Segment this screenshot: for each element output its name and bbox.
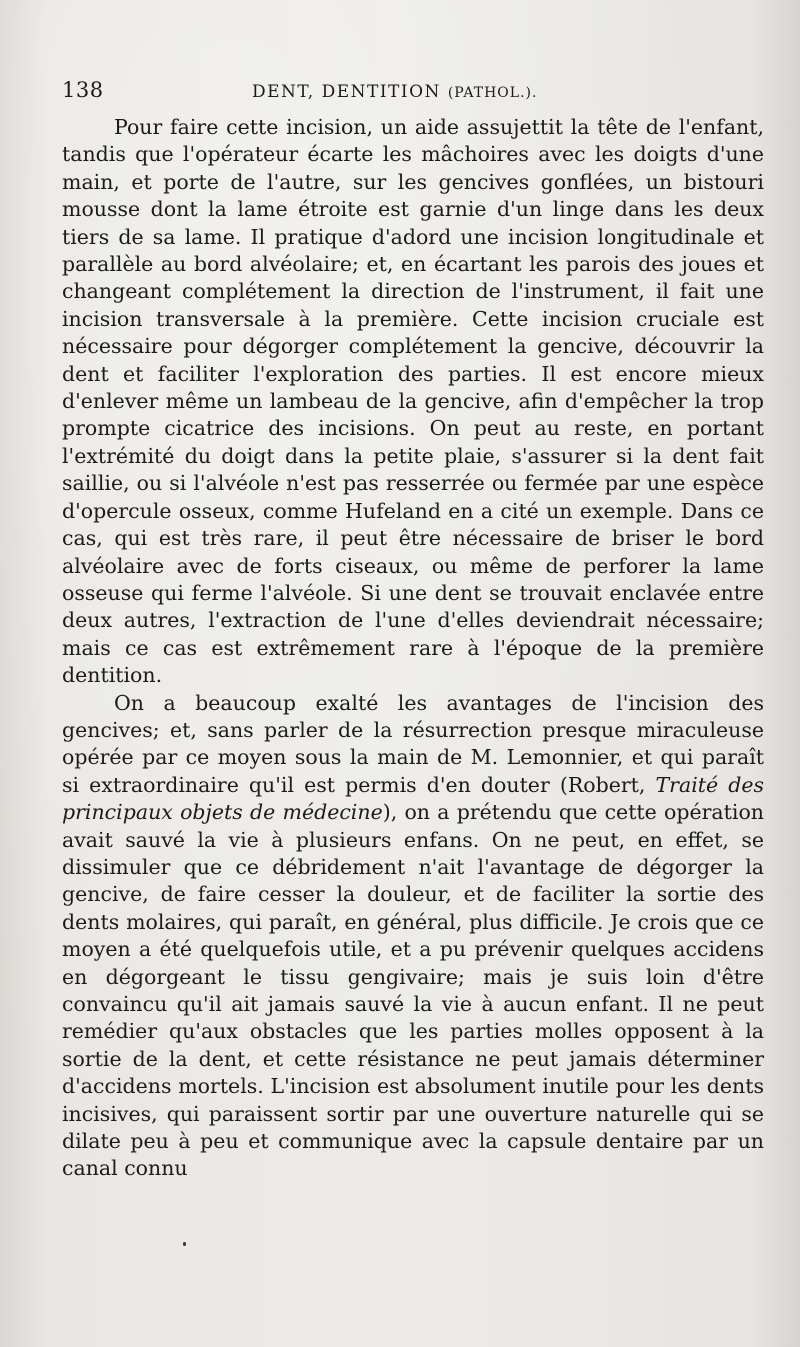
ink-speck [183, 1242, 186, 1246]
body-text [62, 114, 764, 1183]
paragraph-incision-procedure: Pour faire cette incision, un aide assujettit la tête de l'enfant, tandis que l'opérateur écarte les mâchoires avec les doigts d'une main, et porte de l'autre, sur les gencives gonflées, un bistouri mousse dont la lame étroite est garnie d'un linge dans les deux tiers de sa lame. Il pratique d'adord une incision longitudinale et parallèle au bord alvéolaire; et, en écartant les parois des joues et changeant complétement la direction de l'instrument, il fait une incision transversale à la première. Cette incision cruciale est nécessaire pour dégorger complétement la gencive, découvrir la dent et faciliter l'exploration des parties. Il est encore mieux d'enlever même un lambeau de la gencive, afin d'empêcher la trop prompte cicatrice des incisions. On peut au reste, en portant l'extrémité du doigt dans la petite plaie, s'assurer si la dent fait saillie, ou si l'alvéole n'est pas resserrée ou fermée par une espèce d'opercule osseux, comme Hufeland en a cité un exemple. Dans ce cas, qui est très rare, il peut être nécessaire de briser le bord alvéolaire avec de forts ciseaux, ou même de perforer la lame osseuse qui ferme l'alvéole. Si une dent se trouvait enclavée entre deux autres, l'extraction de l'une d'elles deviendrait nécessaire; mais ce cas est extrêmement rare à l'époque de la première dentition. [62, 115, 764, 688]
running-head [252, 82, 537, 102]
paragraph-incision-advantages [62, 690, 764, 1183]
running-head-section: (PATHOL.). [447, 85, 538, 101]
paragraph-text-part: ), on a prétendu que cette opération avait sauvé la vie à plusieurs enfans. On ne peut, en effet, se dissimuler que ce débridement n'ait l'avantage de dégorger la gencive, de faire cesser la douleur, et de faciliter la sortie des dents molaires, qui paraît, en général, plus difficile. Je crois que ce moyen a été quelquefois utile, et a pu prévenir quelques accidens en dégorgeant le tissu gengivaire; mais je suis loin d'être convaincu qu'il ait jamais sauvé la vie à aucun enfant. Il ne peut remédier qu'aux obstacles que les parties molles opposent à la sortie de la dent, et cette résistance ne peut jamais déterminer d'accidens mortels. L'incision est absolument inutile pour les dents incisives, qui paraissent sortir par une ouverture naturelle qui se dilate peu à peu et communique avec la capsule dentaire par un canal connu [62, 800, 764, 1181]
paragraph-text-part: On a beaucoup exalté les avantages de l'incision des gencives; et, sans parler de la résurrection presque miraculeuse opérée par ce moyen sous la main de M. Lemonnier, et qui paraît si extraordinaire qu'il est permis d'en douter (Robert, [62, 690, 764, 797]
page-number: 138 [62, 78, 104, 102]
cited-work-title: Traité des principaux objets de médecine [62, 772, 764, 825]
running-head-title: DENT, DENTITION [252, 82, 441, 102]
page-header [62, 78, 764, 108]
